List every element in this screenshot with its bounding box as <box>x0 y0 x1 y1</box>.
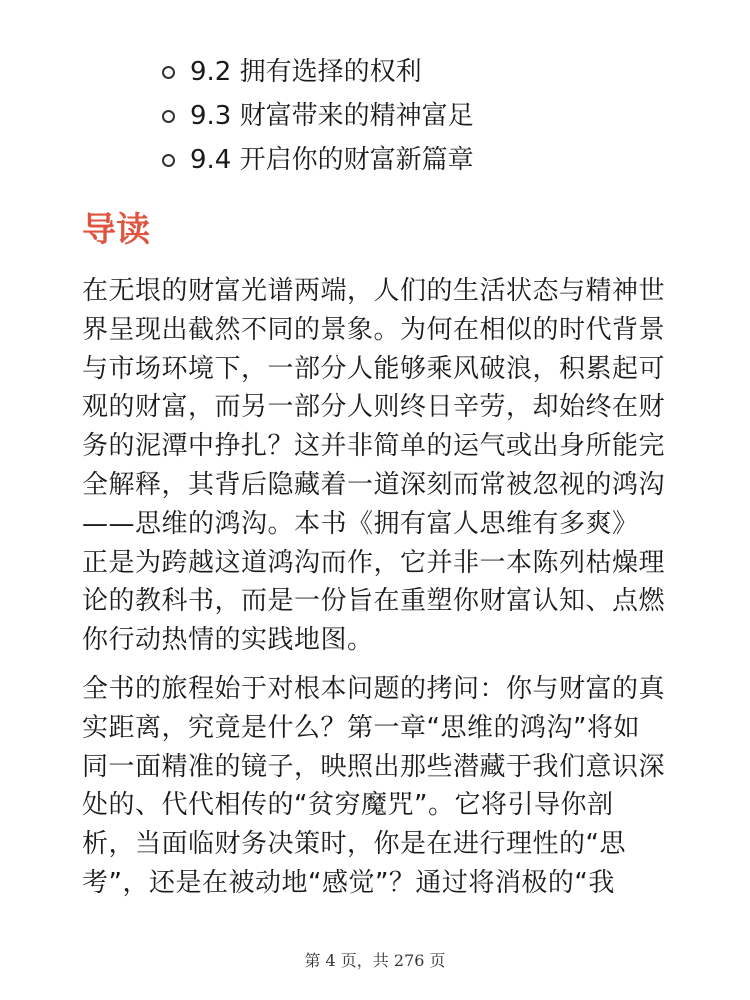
text-line: 同一面精准的镜子，映照出那些潜藏于我们意识深 <box>82 751 666 782</box>
toc-list <box>162 50 474 182</box>
text-line: 处的、代代相传的“贫穷魔咒”。它将引导你剖 <box>82 790 614 821</box>
paragraph-journey <box>82 670 682 903</box>
text-line: 考”，还是在被动地“感觉”？通过将消极的“我 <box>82 867 615 898</box>
text-line: 全解释，其背后隐藏着一道深刻而常被忽视的鸿沟 <box>82 469 666 500</box>
toc-item-9-2[interactable] <box>162 50 474 94</box>
text-line: 务的泥潭中挣扎？这并非简单的运气或出身所能完 <box>82 431 666 462</box>
hollow-circle-bullet-icon <box>162 110 175 123</box>
text-line: 你行动热情的实践地图。 <box>82 625 374 656</box>
text-line: 全书的旅程始于对根本问题的拷问：你与财富的真 <box>82 673 666 704</box>
paragraph-intro <box>82 272 682 660</box>
text-line: 实距离，究竟是什么？第一章“思维的鸿沟”将如 <box>82 712 640 743</box>
toc-item-9-3[interactable] <box>162 94 474 138</box>
toc-item-label: 9.4 开启你的财富新篇章 <box>190 145 474 175</box>
text-line: ——思维的鸿沟。本书《拥有富人思维有多爽》 <box>82 508 639 539</box>
text-line: 正是为跨越这道鸿沟而作，它并非一本陈列枯燥理 <box>82 547 666 578</box>
text-line: 界呈现出截然不同的景象。为何在相似的时代背景 <box>82 314 666 345</box>
text-line: 观的财富，而另一部分人则终日辛劳，却始终在财 <box>82 392 666 423</box>
page-number-footer: 第 4 页，共 276 页 <box>304 951 446 970</box>
text-line: 与市场环境下，一部分人能够乘风破浪，积累起可 <box>82 353 666 384</box>
text-line: 在无垠的财富光谱两端，人们的生活状态与精神世 <box>82 276 666 306</box>
hollow-circle-bullet-icon <box>162 66 175 79</box>
text-line: 析，当面临财务决策时，你是在进行理性的“思 <box>82 829 626 860</box>
body-text <box>82 272 682 913</box>
section-heading: 导读 <box>82 210 150 250</box>
hollow-circle-bullet-icon <box>162 154 175 167</box>
text-line: 论的教科书，而是一份旨在重塑你财富认知、点燃 <box>82 586 666 617</box>
toc-item-label: 9.2 拥有选择的权利 <box>190 57 422 87</box>
toc-item-label: 9.3 财富带来的精神富足 <box>190 101 474 131</box>
toc-item-9-4[interactable] <box>162 138 474 182</box>
